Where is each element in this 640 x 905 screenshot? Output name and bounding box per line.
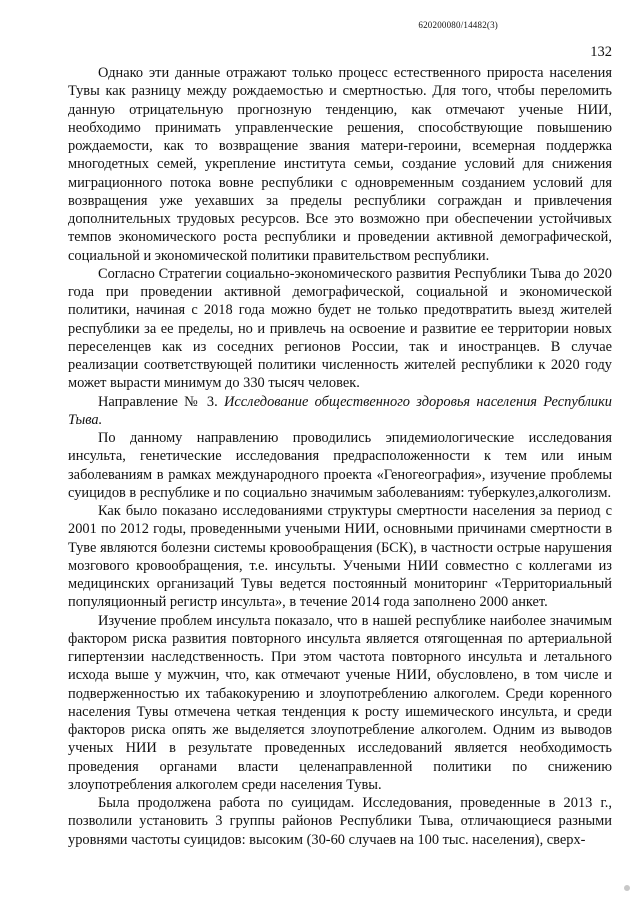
page-number: 132 bbox=[590, 44, 612, 60]
document-code: 620200080/14482(3) bbox=[418, 20, 498, 30]
paragraph-research-overview: По данному направлению проводились эпидемиологические исследования инсульта, генетические исследования предрасположенности к тем или иным заболеваниям в рамках международного проекта «Геногеография», изучение проблемы суицидов в республике и по социально значимым заболеваниям: туберкулез,алкоголизм. bbox=[68, 430, 612, 501]
paragraph-natural-growth: Однако эти данные отражают только процесс естественного прироста населения Тувы как разницу между рождаемостью и смертностью. Для того, чтобы переломить данную отрицательную прогнозную тенденцию, как отмечают ученые НИИ, необходимо принимать управленческие решения, способствующие повышению рождаемости, как то возвращение звания матери-героини, всемерная поддержка многодетных семей, укрепление института семьи, создание условий для снижения миграционного потока вовне республики с одновременным созданием условий для возвращения уже уехавших за пределы республики сограждан и привлечения дополнительных трудовых ресурсов. Все это возможно при обеспечении устойчивых темпов экономического роста республики и проведении активной демографической, социальной и экономической политики правительством республики. bbox=[68, 65, 612, 264]
paragraph-strategy-2020: Согласно Стратегии социально-экономического развития Республики Тыва до 2020 года при проведении активной демографической, социальной и экономической политики, начиная с 2018 года можно будет не только предотвратить выезд жителей республики за ее пределы, но и привлечь на освоение и развитие ее территории новых переселенцев как из соседних регионов России, так и иностранцев. В случае реализации соответствующей политики численность жителей республики к 2020 году может вырасти минимум до 330 тысяч человек. bbox=[68, 265, 612, 392]
section-heading-direction-3 bbox=[68, 393, 612, 430]
scan-mark bbox=[624, 885, 630, 891]
direction-title: Исследование общественного здоровья населения Республики Тыва. bbox=[68, 393, 612, 428]
paragraph-mortality-structure: Как было показано исследованиями структуры смертности населения за период с 2001 по 2012 годы, проведенными учеными НИИ, основными причинами смертности в Туве являются болезни системы кровообращения (БСК), в частности острые нарушения мозгового кровообращения, т.е. инсульты. Учеными НИИ совместно с коллегами из медицинских организаций Тувы ведется постоянный мониторинг «Территориальный популяционный регистр инсульта», в течение 2014 года заполнено 2000 анкет. bbox=[68, 503, 612, 611]
paragraph-stroke-study: Изучение проблем инсульта показало, что в нашей республике наиболее значимым фактором риска развития повторного инсульта является отягощенная по артериальной гипертензии наследственность. При этом частота повторного инсульта и летального исхода выше у мужчин, что, как отмечают ученые НИИ, обусловлено, в том числе и подверженностью их табакокурению и злоупотреблению алкоголем. Среди коренного населения Тувы отмечена четкая тенденция к росту ишемического инсульта, и среди факторов риска опять же выделяется злоупотребление алкоголем. Одним из выводов ученых НИИ в результате проведенных исследований является необходимость проведения органами власти целенаправленной политики по снижению злоупотребления алкоголем среди населения Тувы. bbox=[68, 612, 612, 793]
document-body bbox=[68, 64, 612, 849]
paragraph-suicide-research: Была продолжена работа по суицидам. Исследования, проведенные в 2013 г., позволили установить 3 группы районов Республики Тыва, отличающиеся разными уровнями частоты суицидов: высоким (30-60 случаев на 100 тыс. населения), сверх- bbox=[68, 795, 612, 848]
direction-prefix: Направление № 3. bbox=[98, 393, 224, 410]
